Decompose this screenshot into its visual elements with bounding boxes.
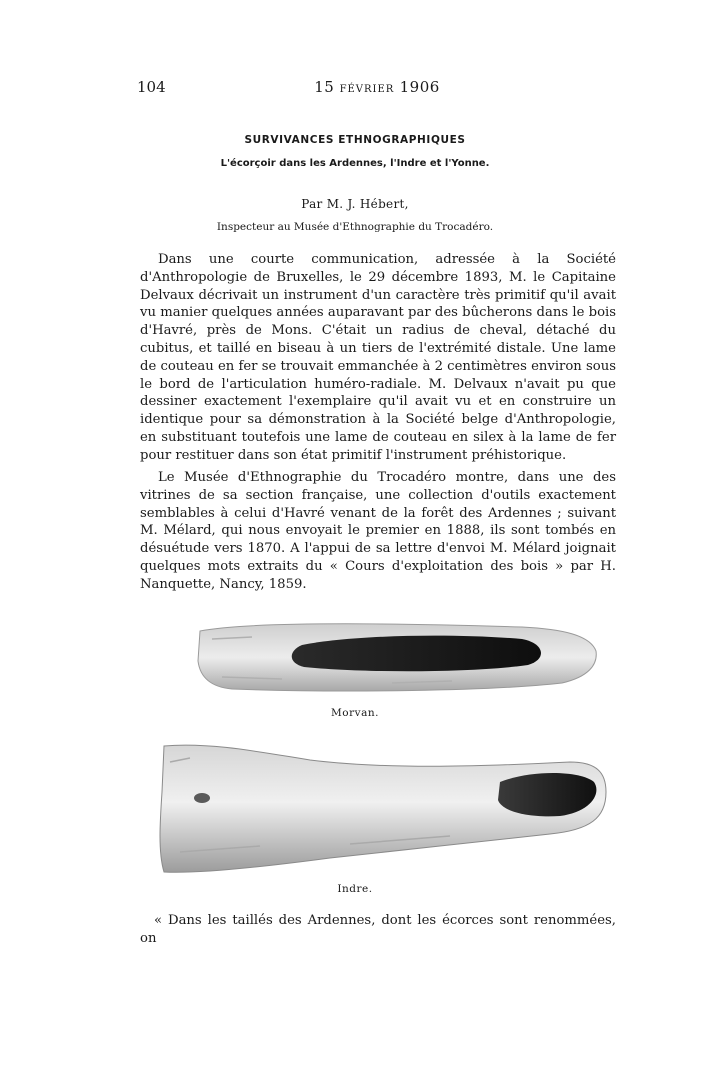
figure-morvan-bark-peeler (192, 617, 602, 697)
author-line: Par M. J. Hébert, (301, 197, 409, 211)
article-subtitle: L'écorçoir dans les Ardennes, l'Indre et l'Yonne. (220, 158, 490, 169)
paragraph-2: Le Musée d'Ethnographie du Trocadéro montre, dans une des vitrines de sa section française, une collection d'outils exactement semblables à celui d'Havré venant de la forêt des Ardennes ; suivant M. Mélard, qui nous envoyait le premier en 1888, ils sont tombés en désuétude vers 1870. A l'appui de sa lettre d'envoi M. Mélard joignait quelques mots extraits du « Cours d'exploitation des bois » par H. Nanquette, Nancy, 1859. (140, 470, 616, 592)
paragraph-3: « Dans les taillés des Ardennes, dont les écorces sont renommées, on (140, 913, 616, 946)
page-number: 104 (137, 78, 166, 96)
running-header (137, 78, 617, 98)
figure-caption-morvan: Morvan. (331, 707, 379, 719)
figure-indre-bark-peeler (150, 732, 610, 880)
header-date-year: 1906 (399, 78, 440, 96)
figure-caption-indre: Indre. (337, 883, 373, 895)
paragraph-1: Dans une courte communication, adressée à la Société d'Anthropologie de Bruxelles, le 29 décembre 1893, M. le Capitaine Delvaux décrivait un instrument d'un caractère très primitif qu'il avait vu manier quelques années auparavant par des bûcherons dans le bois d'Havré, près de Mons. C'était un radius de cheval, détaché du cubitus, et taillé en biseau à un tiers de l'extrémité distale. Une lame de couteau en fer se trouvait emmanchée à 2 centimètres environ sous le bord de l'articulation huméro-radiale. M. Delvaux n'avait pu que dessiner exactement l'exemplaire qu'il avait vu et en construire un identique pour sa démonstration à la Société belge d'Anthropologie, en substituant toutefois une lame de couteau en silex à la lame de fer pour restituer dans son état primitif l'instrument préhistorique. (140, 252, 616, 463)
header-date-day: 15 (314, 78, 335, 96)
header-date-month: FÉVRIER (339, 84, 395, 95)
section-title: SURVIVANCES ETHNOGRAPHIQUES (244, 134, 466, 146)
header-date (137, 78, 617, 96)
author-affiliation: Inspecteur au Musée d'Ethnographie du Trocadéro. (216, 221, 494, 233)
